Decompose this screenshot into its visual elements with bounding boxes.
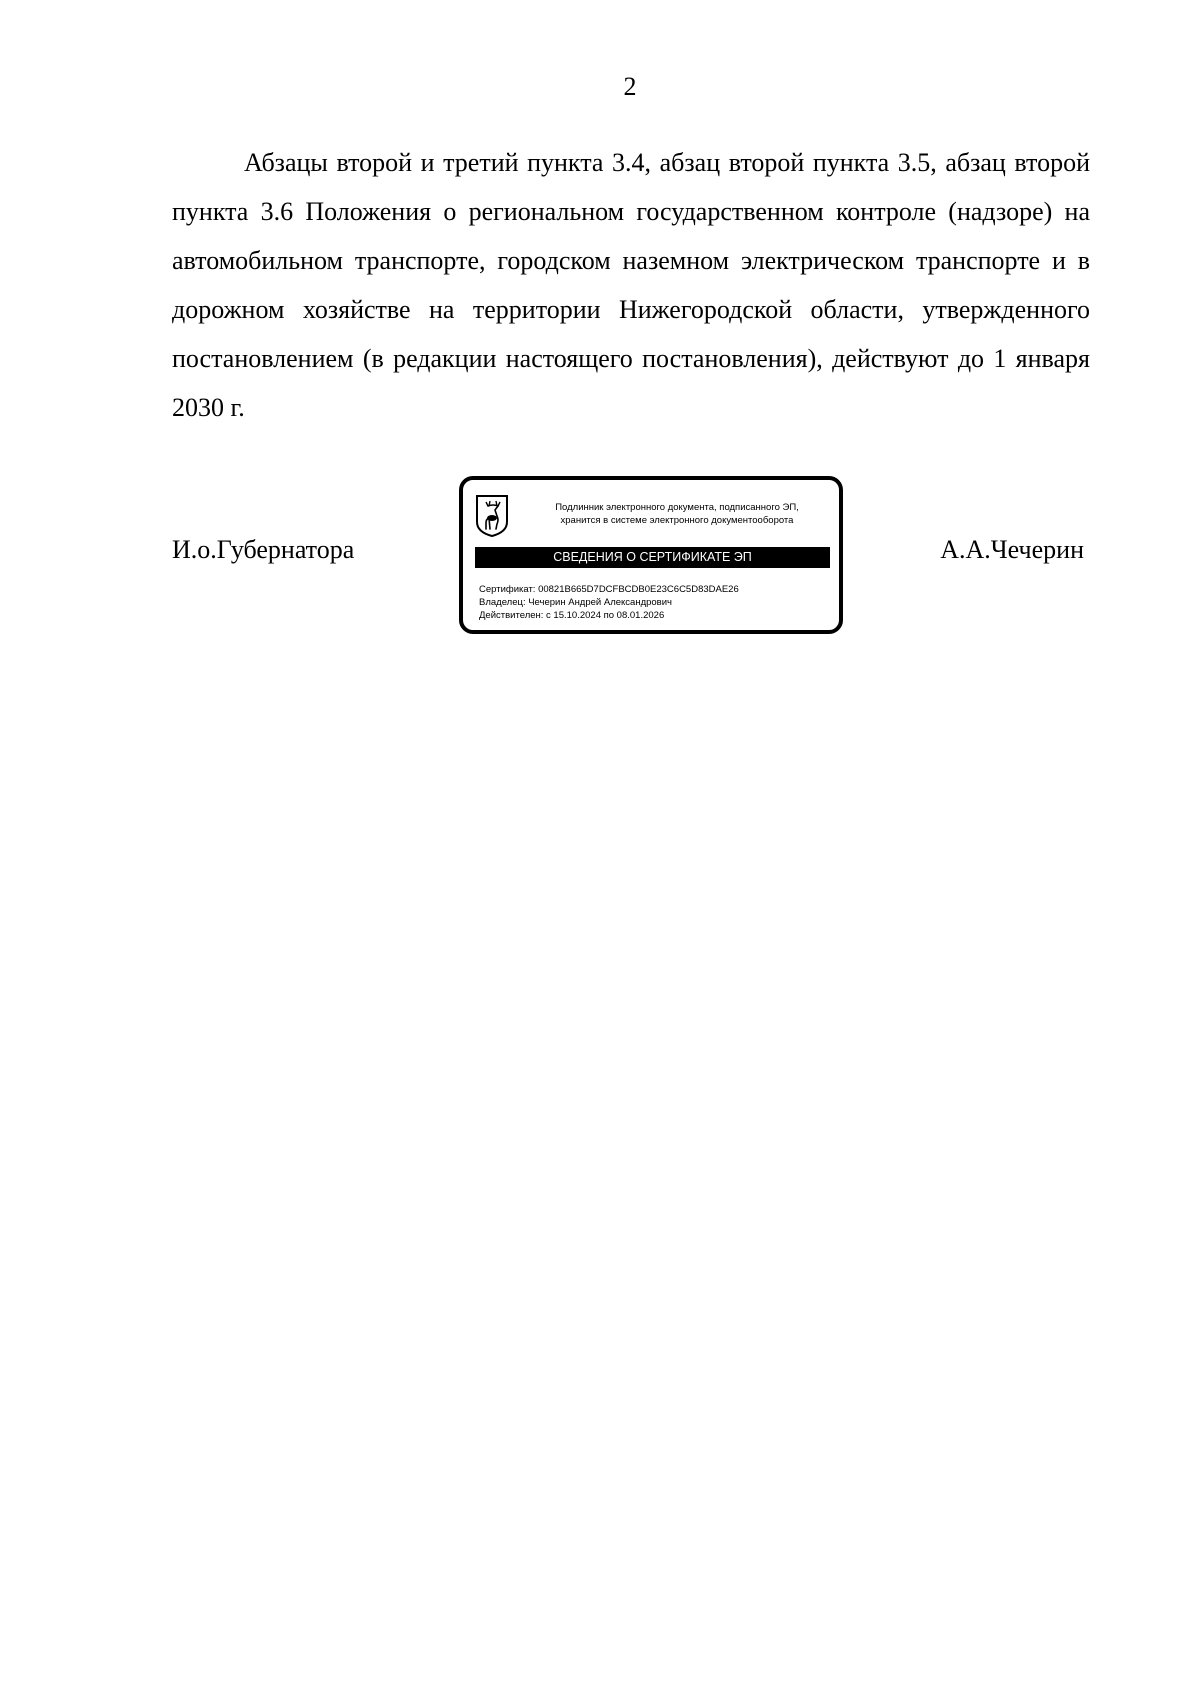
certificate-owner: Владелец: Чечерин Андрей Александрович: [479, 597, 672, 608]
certificate-validity: Действителен: с 15.10.2024 по 08.01.2026: [479, 610, 665, 621]
stamp-notice: [527, 501, 827, 527]
signer-name: А.А.Чечерин: [940, 535, 1084, 564]
electronic-signature-stamp: [459, 476, 843, 634]
signer-title: И.о.Губернатора: [172, 535, 355, 564]
certificate-number: Сертификат: 00821B665D7DCFBCDB0E23C6C5D83DAE26: [479, 584, 739, 595]
stamp-header-bar: СВЕДЕНИЯ О СЕРТИФИКАТЕ ЭП: [475, 547, 830, 568]
page-number: 2: [623, 72, 637, 101]
stamp-notice-line-1: Подлинник электронного документа, подписанного ЭП,: [555, 502, 799, 513]
deer-coat-of-arms-icon: [475, 494, 509, 538]
body-paragraph: Абзацы второй и третий пункта 3.4, абзац второй пункта 3.5, абзац второй пункта 3.6 Положения о региональном государственном контроле (надзоре) на автомобильном транспорте, городском наземном электрическом транспорте и в дорожном хозяйстве на территории Нижегородской области, утвержденного постановлением (в редакции настоящего постановления), действуют до 1 января 2030 г.: [172, 148, 1090, 422]
stamp-notice-line-2: хранится в системе электронного документооборота: [560, 515, 794, 526]
certificate-info: [479, 583, 829, 622]
